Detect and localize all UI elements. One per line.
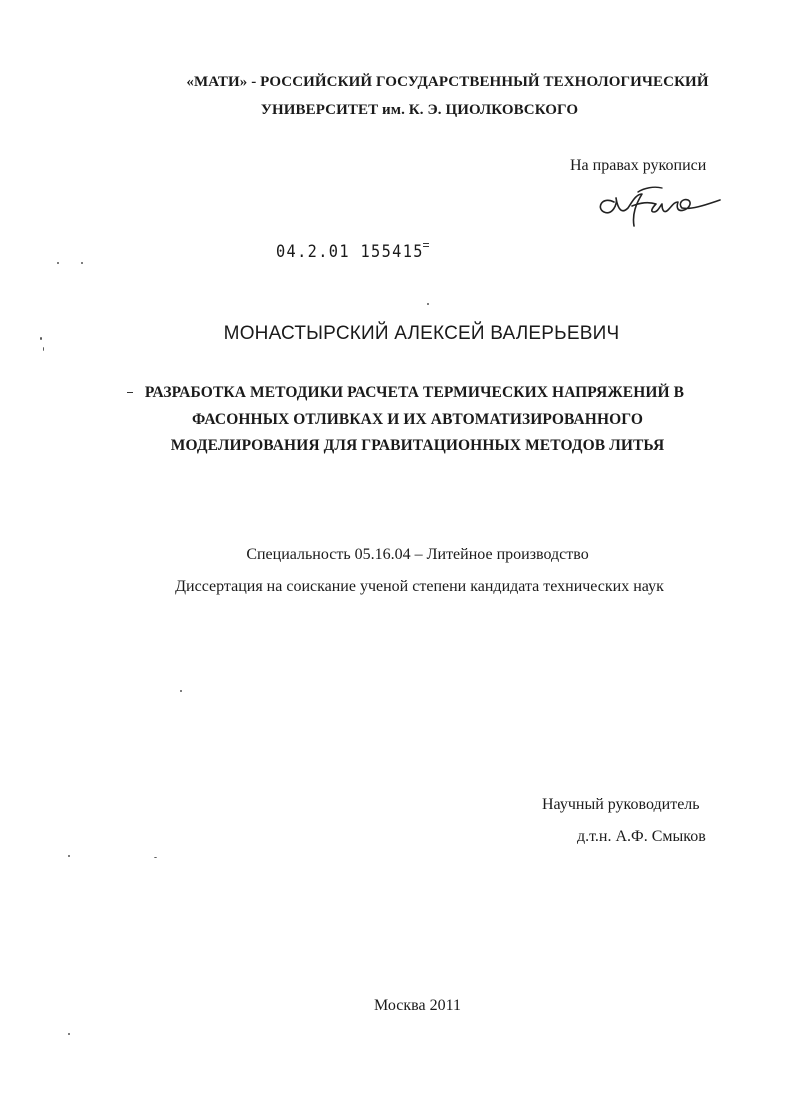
- scan-speck: [57, 262, 59, 264]
- specialty: Специальность 05.16.04 – Литейное производство: [246, 546, 589, 563]
- scan-speck: [43, 347, 44, 351]
- title-dash-mark: [127, 392, 133, 393]
- scan-speck: [68, 1033, 70, 1035]
- scan-speck: [154, 857, 157, 858]
- scan-speck: [180, 690, 182, 692]
- title-line-1: РАЗРАБОТКА МЕТОДИКИ РАСЧЕТА ТЕРМИЧЕСКИХ НАПРЯЖЕНИЙ В: [144, 384, 685, 401]
- scan-speck: [68, 855, 70, 857]
- scan-speck: [40, 337, 42, 340]
- author-name: МОНАСТЫРСКИЙ АЛЕКСЕЙ ВАЛЕРЬЕВИЧ: [223, 323, 620, 344]
- supervisor-label: Научный руководитель: [542, 796, 700, 813]
- supervisor-name: д.т.н. А.Ф. Смыков: [577, 828, 706, 845]
- degree: Диссертация на соискание ученой степени кандидата технических наук: [175, 578, 664, 595]
- registration-code: 04.2.01 155415: [276, 242, 424, 262]
- institution-line-2: УНИВЕРСИТЕТ им. К. Э. ЦИОЛКОВСКОГО: [260, 102, 579, 118]
- title-line-3: МОДЕЛИРОВАНИЯ ДЛЯ ГРАВИТАЦИОННЫХ МЕТОДОВ ЛИТЬЯ: [170, 437, 665, 454]
- scan-speck: [427, 303, 429, 305]
- institution-line-1: «МАТИ» - РОССИЙСКИЙ ГОСУДАРСТВЕННЫЙ ТЕХНОЛОГИЧЕСКИЙ: [186, 74, 709, 90]
- place-year: Москва 2011: [374, 997, 461, 1014]
- rights-note: На правах рукописи: [570, 157, 707, 174]
- scan-speck: [81, 262, 83, 264]
- title-line-2: ФАСОННЫХ ОТЛИВКАХ И ИХ АВТОМАТИЗИРОВАННОГО: [191, 411, 644, 428]
- code-mark: [423, 243, 429, 247]
- signature-image: [592, 180, 722, 232]
